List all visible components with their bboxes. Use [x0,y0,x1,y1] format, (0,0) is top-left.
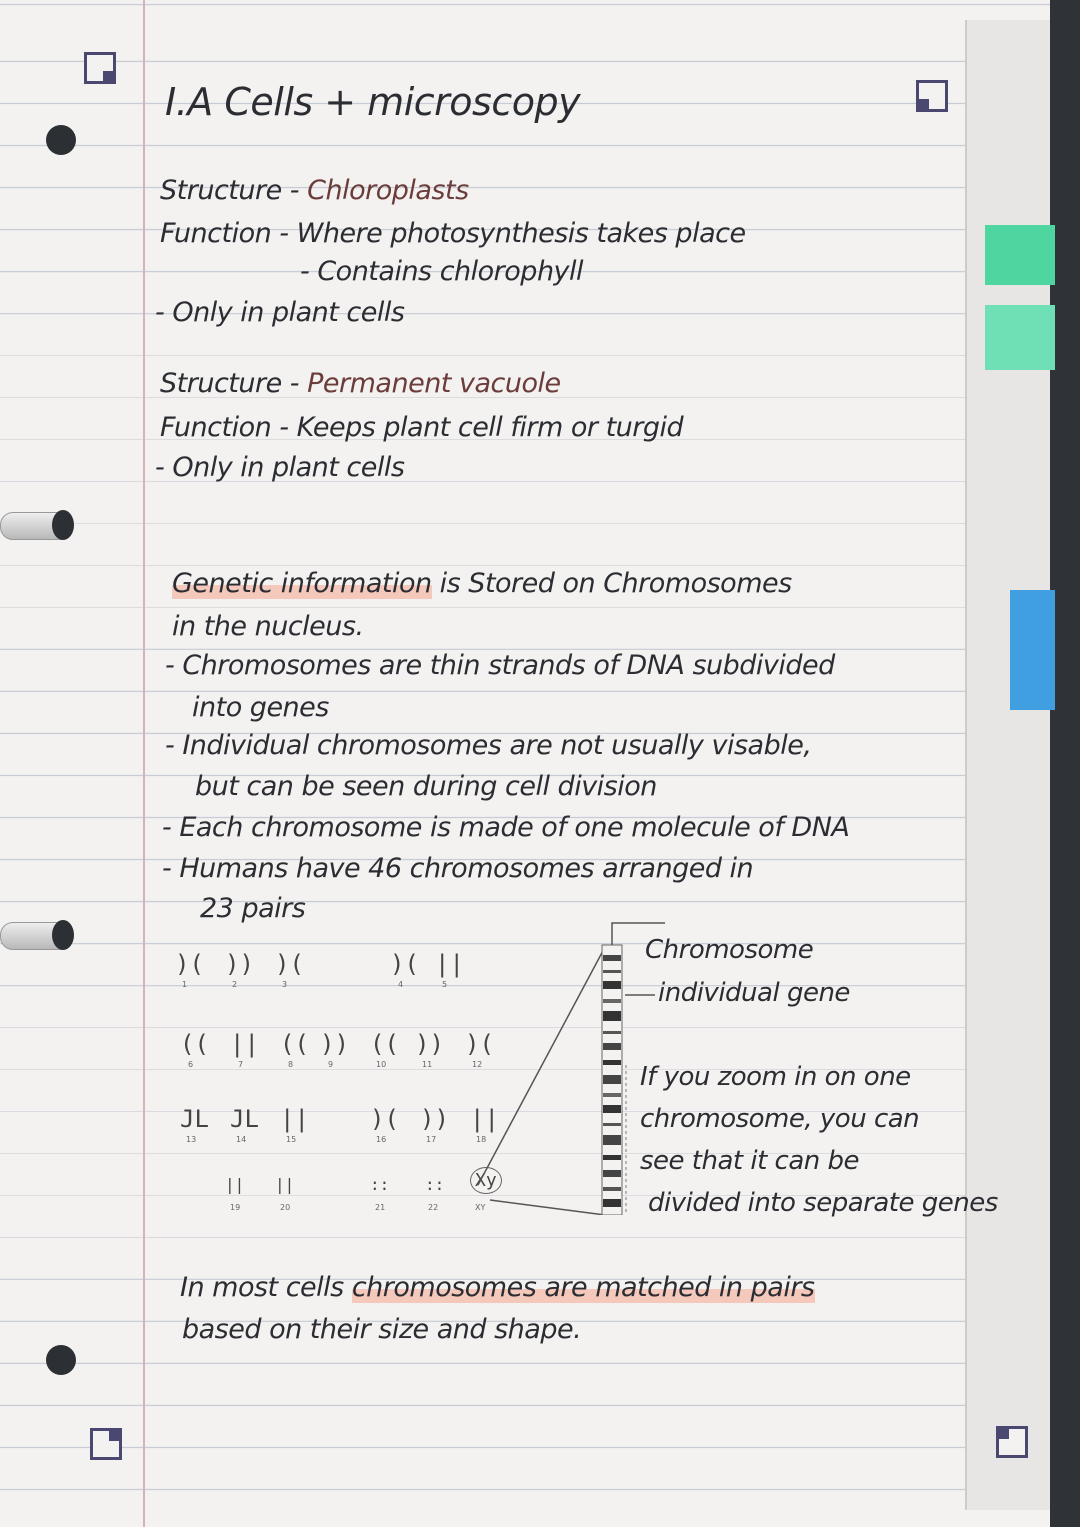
chromosome-pair: || [275,1175,295,1194]
zoom-note-3: see that it can be [640,1146,860,1176]
s2-structure-value: Permanent vacuole [307,368,561,399]
karyotype-label: 12 [472,1060,483,1069]
s1-structure-label: Structure - [160,175,300,206]
label-chromosome: Chromosome [645,935,814,965]
karyotype-diagram [170,935,510,1215]
s3-heading [172,568,792,599]
s1-function-1: Function - Where photosynthesis takes place [160,218,746,249]
s1-function-2: - Contains chlorophyll [300,256,584,287]
conclusion-line-2: based on their size and shape. [182,1314,582,1345]
s3-heading-rest: is Stored on Chromosomes [431,568,792,599]
s3-bullet-2: - Individual chromosomes are not usually visable, [165,730,812,761]
divider-tab-blue [1010,590,1055,710]
s2-note: - Only in plant cells [155,452,405,483]
karyotype-label: 8 [288,1060,294,1069]
s3-bullet-4: - Humans have 46 chromosomes arranged in [162,853,754,884]
karyotype-label: 10 [376,1060,387,1069]
chromosome-pair: || [470,1105,499,1133]
karyotype-label: 19 [230,1203,241,1212]
s1-structure [160,175,469,206]
margin-line [143,0,145,1527]
ring-hole-1 [52,510,74,540]
karyotype-label: 5 [442,980,448,989]
karyotype-label: 15 [286,1135,297,1144]
karyotype-label: 6 [188,1060,194,1069]
zoom-note-4: divided into separate genes [648,1188,998,1218]
karyotype-label: 2 [232,980,238,989]
karyotype-label: 18 [476,1135,487,1144]
divider-tab-green-1 [985,225,1055,285]
scan-marker-bottom-right [996,1426,1028,1458]
s3-heading-line2: in the nucleus. [172,611,364,642]
chromosome-pair: )) [320,1030,349,1058]
karyotype-label: 13 [186,1135,197,1144]
chromosome-pair: )( [370,1105,399,1133]
chromosome-pair: )( [390,950,419,978]
s1-note: - Only in plant cells [155,297,405,328]
conclusion-plain: In most cells [180,1272,352,1303]
chromosome-pair: )) [415,1030,444,1058]
zoom-line-top [478,947,605,1185]
s3-bullet-1: - Chromosomes are thin strands of DNA subdivided [165,650,835,681]
s3-bullet-3: - Each chromosome is made of one molecule of DNA [162,812,850,843]
s2-structure-label: Structure - [160,368,300,399]
label-gene: individual gene [658,978,850,1008]
karyotype-label: 9 [328,1060,334,1069]
chromosome-pair: (( [370,1030,399,1058]
chromosome-pair: :: [425,1175,445,1194]
chromosome-pair: || [230,1030,259,1058]
page-title: I.A Cells + microscopy [165,80,581,124]
divider-tab-green-2 [985,305,1055,370]
karyotype-label: 3 [282,980,288,989]
ring-hole-2 [52,920,74,950]
s2-structure [160,368,561,399]
chromosome-pair: JL [180,1105,209,1133]
karyotype-label: 4 [398,980,404,989]
karyotype-label: 20 [280,1203,291,1212]
zoom-note-2: chromosome, you can [640,1104,920,1134]
punch-hole-1 [46,125,76,155]
chromosome-pair: :: [370,1175,390,1194]
chromosome-pair: )( [465,1030,494,1058]
chromosome-pair: )) [225,950,254,978]
scan-marker-top-right [916,80,948,112]
chromosome-pair-xy: Xy [470,1167,502,1194]
zoom-line-bottom [490,1200,605,1215]
karyotype-label: 22 [428,1203,439,1212]
chromosome-pair: )( [275,950,304,978]
s3-bullet-2b: but can be seen during cell division [195,771,657,802]
s2-function: Function - Keeps plant cell firm or turgid [160,412,684,443]
scan-marker-top-left [84,52,116,84]
karyotype-label: 11 [422,1060,433,1069]
chromosome-pair: || [280,1105,309,1133]
karyotype-label: 14 [236,1135,247,1144]
s3-bullet-1b: into genes [192,692,329,723]
punch-hole-2 [46,1345,76,1375]
chromosome-pair: JL [230,1105,259,1133]
conclusion-line-1 [180,1272,815,1303]
chromosome-pair: (( [280,1030,309,1058]
karyotype-label: 21 [375,1203,386,1212]
chromosome-pair: || [225,1175,245,1194]
conclusion-highlight: chromosomes are matched in pairs [351,1272,815,1303]
s3-heading-highlight: Genetic information [172,568,432,599]
karyotype-label: XY [475,1203,486,1212]
s3-bullet-4b: 23 pairs [200,893,306,924]
karyotype-label: 7 [238,1060,244,1069]
karyotype-label: 17 [426,1135,437,1144]
chromosome-pair: )) [420,1105,449,1133]
karyotype-label: 16 [376,1135,387,1144]
scan-marker-bottom-left [90,1428,122,1460]
zoom-note-1: If you zoom in on one [640,1062,911,1092]
chromosome-pair: (( [180,1030,209,1058]
karyotype-label: 1 [182,980,188,989]
chromosome-pair: || [435,950,464,978]
chromosome-pair: )( [175,950,204,978]
s1-structure-value: Chloroplasts [307,175,469,206]
